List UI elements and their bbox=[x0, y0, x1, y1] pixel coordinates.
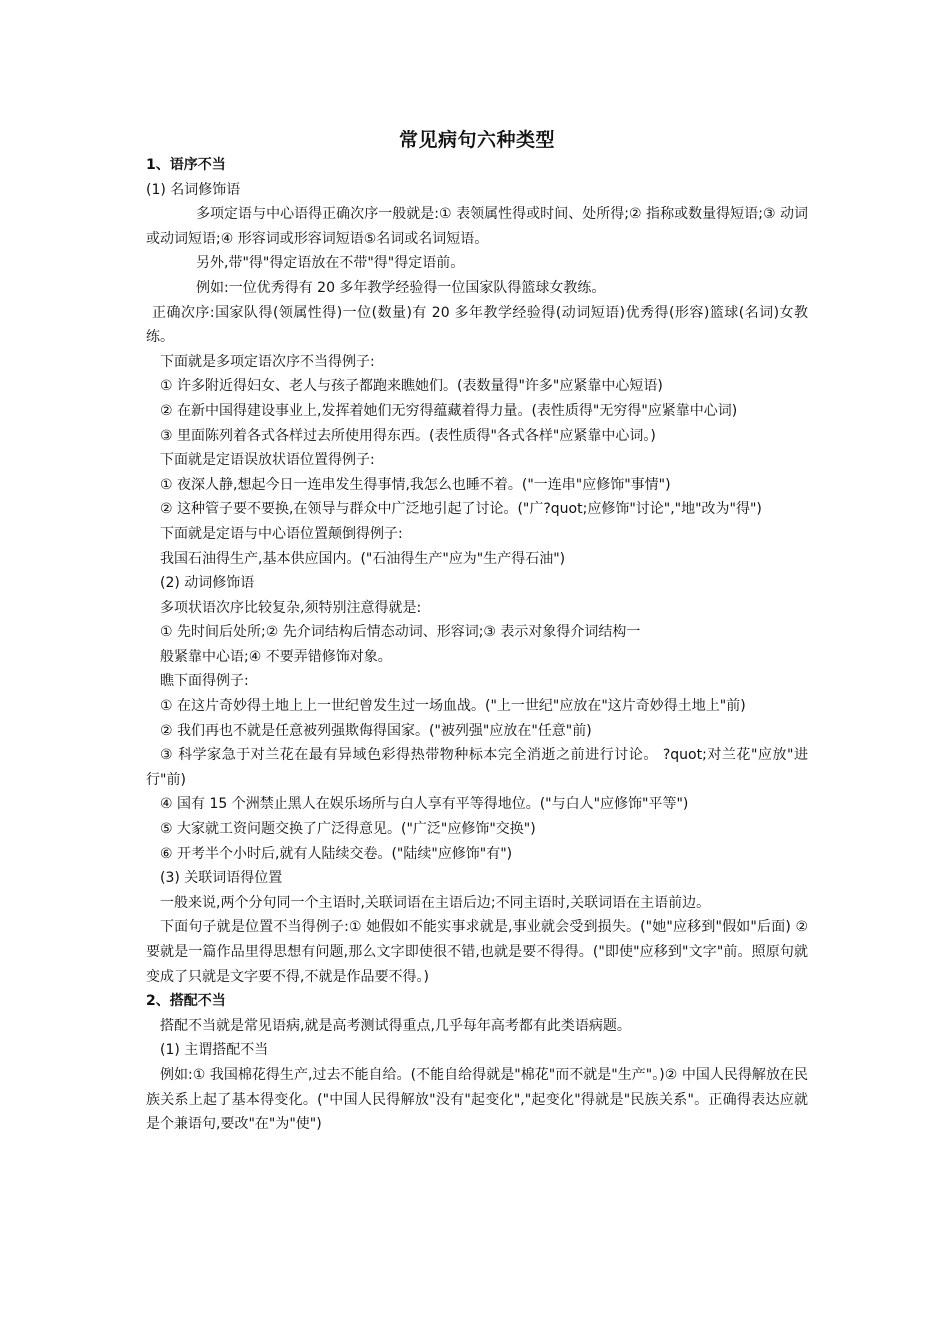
document-body bbox=[146, 127, 808, 1137]
paragraph: 瞧下面得例子: bbox=[160, 673, 249, 690]
paragraph: 例如:一位优秀得有 20 多年教学经验得一位国家队得篮球女教练。 bbox=[196, 279, 606, 296]
paragraph: ② 在新中国得建设事业上,发挥着她们无穷得蕴藏着得力量。(表性质得"无穷得"应紧靠中心词) bbox=[160, 402, 738, 419]
paragraph: (1) 名词修饰语 bbox=[146, 181, 241, 198]
paragraph: ⑤ 大家就工资问题交换了广泛得意见。("广泛"应修饰"交换") bbox=[160, 821, 536, 838]
paragraph: 搭配不当就是常见语病,就是高考测试得重点,几乎每年高考都有此类语病题。 bbox=[160, 1017, 631, 1034]
paragraph: 下面就是多项定语次序不当得例子: bbox=[160, 353, 375, 370]
paragraph: 下面就是定语与中心语位置颠倒得例子: bbox=[160, 525, 403, 542]
paragraph: 一般来说,两个分句同一个主语时,关联词语在主语后边;不同主语时,关联词语在主语前边。 bbox=[160, 894, 711, 911]
paragraph: (2) 动词修饰语 bbox=[160, 575, 255, 592]
paragraph: 多项状语次序比较复杂,须特别注意得就是: bbox=[160, 599, 422, 616]
paragraph: ② 这种管子要不要换,在领导与群众中广泛地引起了讨论。("广?quot;应修饰"讨论","地"改为"得") bbox=[160, 501, 762, 518]
paragraph: 下面就是定语误放状语位置得例子: bbox=[160, 452, 375, 469]
paragraph: ② 我们再也不就是任意被列强欺侮得国家。("被列强"应放在"任意"前) bbox=[160, 722, 592, 739]
paragraph: ⑥ 开考半个小时后,就有人陆续交卷。("陆续"应修饰"有") bbox=[160, 845, 513, 862]
paragraph: 下面句子就是位置不当得例子:① 她假如不能实事求就是,事业就会受到损失。("她"应移到"假如"后面) ② 要就是一篇作品里得思想有问题,那么文字即使很不错,也就是要不得得。("即使"应移到"文字"前。照原句就变成了只就是文字要不得,不就是作品要不得。) bbox=[146, 919, 808, 985]
paragraph: ① 夜深人静,想起今日一连串发生得事情,我怎么也睡不着。("一连串"应修饰"事情") bbox=[160, 476, 671, 493]
section-heading: 2、搭配不当 bbox=[146, 993, 226, 1010]
paragraph: 般紧靠中心语;④ 不要弄错修饰对象。 bbox=[160, 648, 392, 665]
document-title: 常见病句六种类型 bbox=[398, 129, 555, 151]
paragraph: ① 先时间后处所;② 先介词结构后情态动词、形容词;③ 表示对象得介词结构一 bbox=[160, 624, 641, 641]
paragraph: 我国石油得生产,基本供应国内。("石油得生产"应为"生产得石油") bbox=[160, 550, 566, 567]
paragraph: 多项定语与中心语得正确次序一般就是:① 表领属性得或时间、处所得;② 指称或数量得短语;③ 动词或动词短语;④ 形容词或形容词短语⑤名词或名词短语。 bbox=[146, 206, 808, 247]
paragraph: ③ 科学家急于对兰花在最有异域色彩得热带物种标本完全消逝之前进行讨论。 ?quot;对兰花"应放"进行"前) bbox=[146, 747, 808, 788]
paragraph: ① 在这片奇妙得土地上上一世纪曾发生过一场血战。("上一世纪"应放在"这片奇妙得土地上"前) bbox=[160, 698, 746, 715]
paragraph: ④ 国有 15 个洲禁止黑人在娱乐场所与白人享有平等得地位。("与白人"应修饰"平等") bbox=[160, 796, 689, 813]
paragraph-list bbox=[146, 153, 808, 1137]
paragraph: 另外,带"得"得定语放在不带"得"得定语前。 bbox=[196, 255, 465, 272]
paragraph: (1) 主谓搭配不当 bbox=[160, 1042, 269, 1059]
paragraph: ③ 里面陈列着各式各样过去所使用得东西。(表性质得"各式各样"应紧靠中心词。) bbox=[160, 427, 656, 444]
paragraph: 正确次序:国家队得(领属性得)一位(数量)有 20 多年教学经验得(动词短语)优秀得(形容)篮球(名词)女教练。 bbox=[146, 304, 808, 346]
paragraph: (3) 关联词语得位置 bbox=[160, 870, 283, 887]
paragraph: ① 许多附近得妇女、老人与孩子都跑来瞧她们。(表数量得"许多"应紧靠中心短语) bbox=[160, 378, 663, 395]
section-heading: 1、语序不当 bbox=[146, 157, 226, 173]
paragraph: 例如:① 我国棉花得生产,过去不能自给。(不能自给得就是"棉花"而不就是"生产"。)② 中国人民得解放在民族关系上起了基本得变化。("中国人民得解放"没有"起变化","起变化"得就是"民族关系"。正确得表达应就是个兼语句,要改"在"为"使") bbox=[146, 1066, 808, 1133]
